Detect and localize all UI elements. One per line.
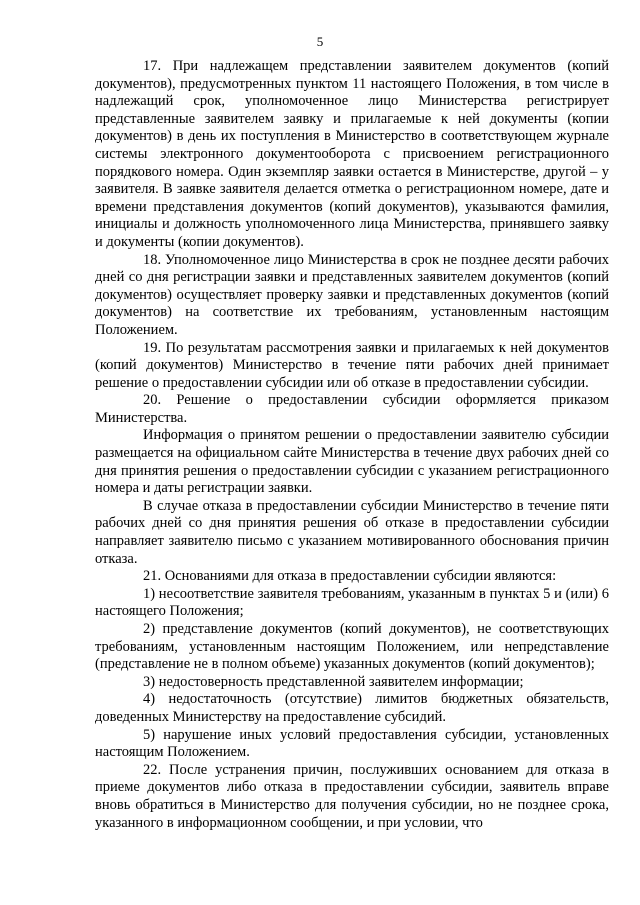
paragraph-21-item-3: 3) недостоверность представленной заявителем информации; — [143, 673, 524, 690]
page-number: 5 — [316, 34, 324, 49]
paragraph-17: 17. При надлежащем представлении заявителем документов (копий документов), предусмотренных пунктом 11 настоящего Положения, в том числе в надлежащий срок, уполномоченное лицо Министерства регистрирует представленные заявителем заявку и прилагаемые к ней документы (копии документов) в день их поступления в Министерство в соответствующем журнале системы электронного документооборота с присвоением регистрационного порядкового номера. Один экземпляр заявки остается в Министерстве, другой – у заявителя. В заявке заявителя делается отметка о регистрационном номере, дате и времени представления документов (копий документов), указываются фамилия, инициалы и должность уполномоченного лица Министерства, принявшего заявку и документы (копии документов). — [95, 58, 609, 250]
paragraph-18: 18. Уполномоченное лицо Министерства в срок не позднее десяти рабочих дней со дня регистрации заявки и представленных заявителем документов (копий документов) осуществляет проверку заявки и представленных документов (копий документов) на соответствие их требованиям, установленным настоящим Положением. — [95, 251, 609, 338]
paragraph-21-item-2: 2) представление документов (копий документов), не соответствующих требованиям, установленным настоящим Положением, или непредставление (представление не в полном объеме) указанных документов (копий документов); — [95, 621, 609, 673]
paragraph-21-item-5: 5) нарушение иных условий предоставления субсидии, установленных настоящим Положением. — [95, 726, 609, 761]
paragraph-19: 19. По результатам рассмотрения заявки и прилагаемых к ней документов (копий документов) Министерство в течение пяти рабочих дней принимает решение о предоставлении субсидии или об отказе в предоставлении субсидии. — [95, 339, 609, 391]
paragraph-21: 21. Основаниями для отказа в предоставлении субсидии являются: — [143, 568, 557, 585]
paragraph-21-item-4: 4) недостаточность (отсутствие) лимитов бюджетных обязательств, доведенных Министерству на предоставление субсидий. — [95, 691, 609, 725]
paragraph-21-item-1: 1) несоответствие заявителя требованиям, указанным в пунктах 5 и (или) 6 настоящего Положения; — [95, 585, 609, 620]
paragraph-20-info: Информация о принятом решении о предоставлении заявителю субсидии размещается на официальном сайте Министерства в течение двух рабочих дней со дня принятия решения о предоставлении субсидии с указанием регистрационного номера и даты регистрации заявки. — [95, 427, 609, 497]
document-body — [95, 58, 609, 832]
paragraph-22: 22. После устранения причин, послуживших основанием для отказа в приеме документов либо отказа в предоставлении субсидии, заявитель вправе вновь обратиться в Министерство для получения субсидии, но не позднее срока, указанного в информационном сообщении, и при условии, что — [95, 761, 609, 831]
paragraph-20: 20. Решение о предоставлении субсидии оформляется приказом Министерства. — [95, 392, 609, 426]
paragraph-20-refusal: В случае отказа в предоставлении субсидии Министерство в течение пяти рабочих дней со дня принятия решения об отказе в предоставлении субсидии направляет заявителю письмо с указанием мотивированного обоснования причин отказа. — [95, 497, 609, 567]
